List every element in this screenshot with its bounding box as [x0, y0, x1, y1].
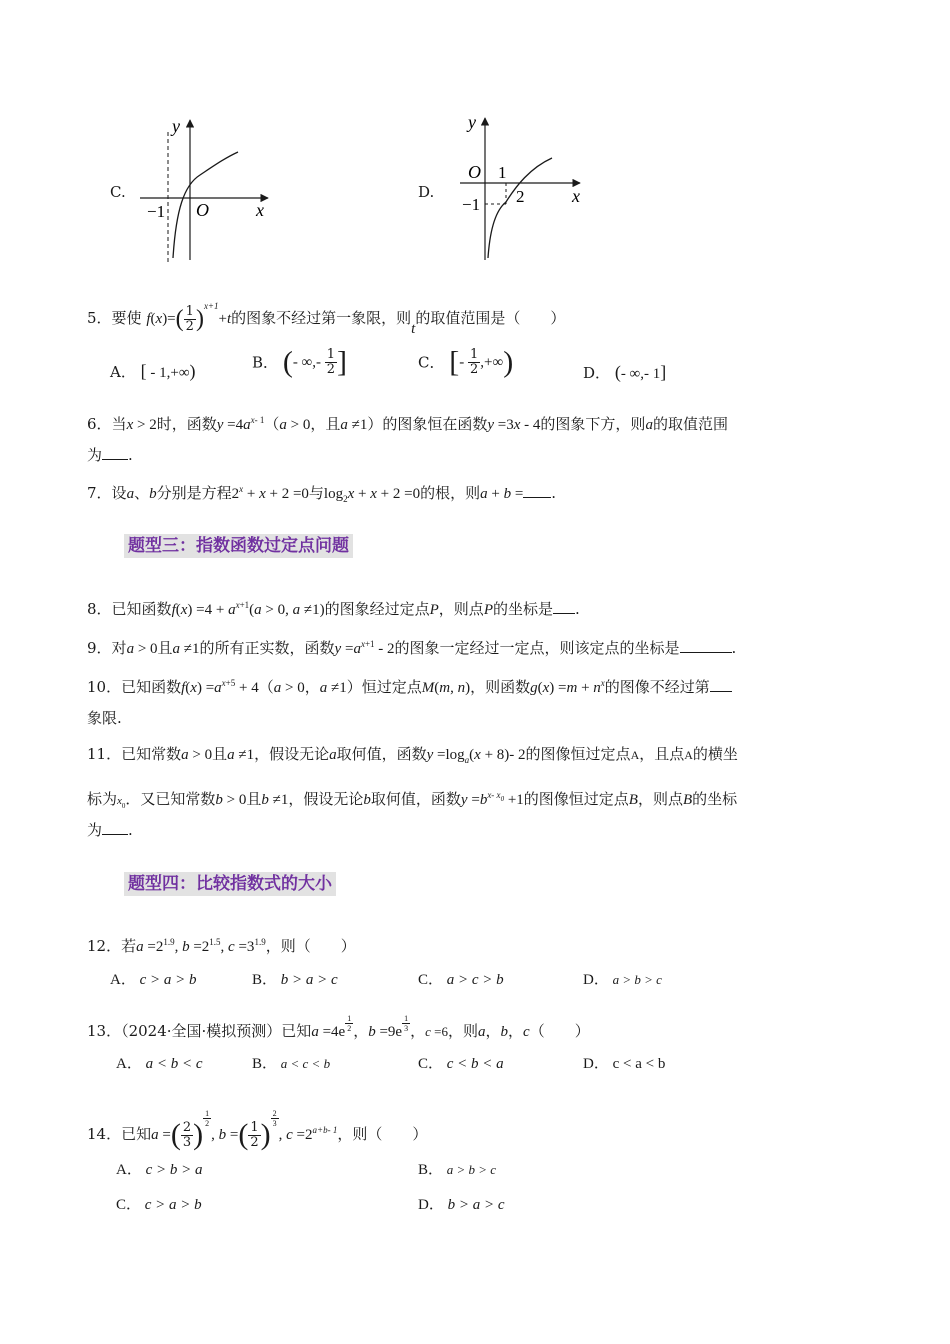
origin-label: O: [196, 200, 209, 220]
q12-option-c[interactable]: C． a > c > b: [418, 972, 504, 988]
q12-option-b[interactable]: B． b > a > c: [252, 972, 338, 988]
question-6: 6．当x > 2时，函数$y =4a^{x- 1}(a > 0$，且a ≠1）的图象恒在函数y =3x - 4的图象下方，则a的取值范围: [87, 415, 728, 433]
option-d-label: D.: [418, 183, 435, 201]
graph-d: [440, 110, 590, 265]
q11-blank[interactable]: [102, 820, 128, 835]
q14-option-a[interactable]: A． c > b > a: [116, 1162, 203, 1178]
q13-option-d[interactable]: D． c < a < b: [583, 1056, 666, 1072]
two-label: 2: [516, 187, 525, 206]
question-11-cont2: 为 .: [87, 821, 133, 839]
q6-blank[interactable]: [102, 445, 128, 460]
section-title-4: 题型四：比较指数式的大小: [124, 872, 336, 896]
q12-option-a[interactable]: A． c > a > b: [110, 972, 197, 988]
q14-option-c[interactable]: C． c > a > b: [116, 1197, 202, 1213]
section-title-3: 题型三：指数函数过定点问题: [124, 534, 353, 558]
option-c-label: C.: [110, 183, 126, 201]
q13-option-b[interactable]: B． a < c < b: [252, 1056, 331, 1072]
q10-blank[interactable]: [710, 677, 732, 692]
q12-option-d[interactable]: D． a > b > c: [583, 972, 662, 988]
question-8: 8．已知函数$f(x) =4 + a^{x+1}(a > 0$, a ≠1)的图象经过定点P，则点P的坐标是 .: [87, 600, 580, 618]
q5-option-c[interactable]: C． [- $\frac{1}{2}$ ,+∞): [418, 345, 514, 379]
question-6-cont: 为 .: [87, 446, 133, 464]
q8-blank[interactable]: [553, 599, 575, 614]
q14-option-d[interactable]: D． b > a > c: [418, 1197, 505, 1213]
one-label: 1: [498, 163, 507, 182]
question-11: 11．已知常数a > 0且a ≠1，假设无论a取何值，函数$y =\log_a(x + 8)-$ 2的图像恒过定点A，且点A的横坐: [87, 745, 738, 765]
question-7: 7．设a、b分别是方程$2^x + x + 2 =0$与$\log_2x + x + 2 =0$的根，则a + b = .: [87, 484, 557, 504]
question-10-cont: 象限.: [87, 709, 122, 727]
question-5: 5．要使 f(x)=( $\frac{1}{2}$ )$^{x+1}$+t的图象不经过第一象限，则t的取值范围是（ ）: [87, 301, 566, 337]
question-10: 10．已知函数$f(x) =a^{x+5} + 4(a > 0$，a ≠1）恒过定点M(m, n)，则函数$g(x) =m + n^x$的图像不经过第: [87, 673, 732, 698]
question-11-cont: 标为$x_0$．又已知常数b > 0且b ≠1，假设无论b取何值，函数$y =b^{x- x_0} +1$的图像恒过定点B，则点B的坐标: [87, 790, 738, 810]
q5-option-a[interactable]: A． [ - 1,+∞): [110, 361, 196, 381]
q5-option-d[interactable]: D． (- ∞,- 1]: [583, 362, 667, 382]
q7-blank[interactable]: [523, 483, 551, 498]
x-label: x: [572, 186, 580, 206]
x-label: x: [256, 200, 264, 220]
q9-blank[interactable]: [680, 638, 732, 653]
question-13: 13．（2024·全国·模拟预测）已知a =4e $^{\frac{1}{2}}$ ，b =9e $^{\frac{1}{3}}$ ，c =6，则a，b，c（ ）: [87, 1014, 590, 1040]
question-9: 9．对a > 0且a ≠1的所有正实数，函数$y =a^{x+1} - 2$的图象一定经过一定点，则该定点的坐标是 .: [87, 639, 737, 657]
question-14: 14．已知a =( $\frac{2}{3}$ ) $^{\frac{1}{2}}$ , b =( $\frac{1}{2}$ ) $^{\frac{2}{3}}$ , $c =2^{a+b- 1}$，则（ ）: [87, 1109, 428, 1151]
q13-option-a[interactable]: A． a < b < c: [116, 1056, 203, 1072]
q14-option-b[interactable]: B． a > b > c: [418, 1162, 497, 1178]
neg-one-label: −1: [147, 202, 166, 221]
q13-option-c[interactable]: C． c < b < a: [418, 1056, 504, 1072]
y-label: y: [468, 112, 476, 132]
y-label: y: [172, 116, 180, 136]
neg-one-label: −1: [462, 195, 481, 214]
origin-label: O: [468, 162, 481, 182]
q5-option-b[interactable]: B． (- ∞,- $\frac{1}{2}$ ]: [252, 345, 348, 379]
graph-c: [130, 110, 280, 265]
question-12: 12．若$a =2^{1.9}$, $b =2^{1.5}$, $c =3^{1.9}$，则（ ）: [87, 937, 356, 955]
